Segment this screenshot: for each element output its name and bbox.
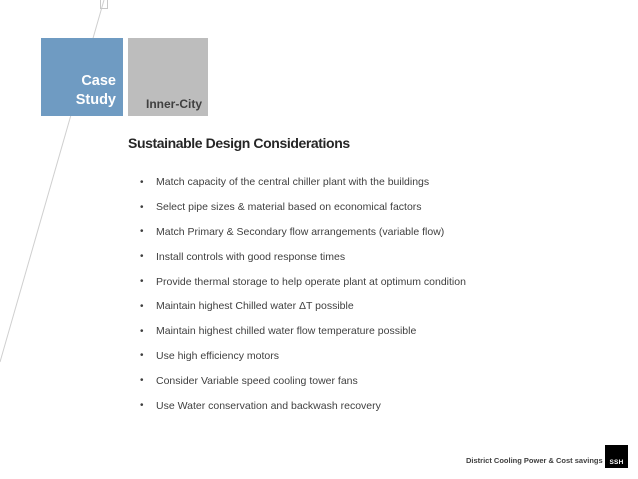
list-item: [140, 244, 466, 269]
company-logo: [605, 445, 628, 468]
bullet-icon: •: [140, 350, 144, 362]
list-item-text: Match capacity of the central chiller plant with the buildings: [156, 176, 430, 189]
company-logo-text: SSH: [609, 459, 624, 466]
list-item: [140, 220, 466, 245]
list-item-text: Install controls with good response times: [156, 250, 346, 263]
bullet-icon: •: [140, 251, 144, 263]
case-study-label-line2: Study: [75, 92, 116, 108]
list-item-text: Consider Variable speed cooling tower fans: [156, 374, 358, 387]
list-item: [140, 393, 466, 418]
case-study-tile: [41, 38, 123, 116]
list-item: [140, 195, 466, 220]
list-item: [140, 294, 466, 319]
bullet-icon: •: [140, 400, 144, 412]
list-item: [140, 344, 466, 369]
page-marker-icon: [100, 0, 108, 9]
list-item: [140, 170, 466, 195]
list-item: [140, 368, 466, 393]
location-tile: [128, 38, 208, 116]
bullet-icon: •: [140, 201, 144, 213]
footer-caption: District Cooling Power & Cost savings: [466, 456, 603, 465]
bullet-icon: •: [140, 226, 144, 238]
list-item-text: Match Primary & Secondary flow arrangements (variable flow): [156, 225, 445, 238]
bullet-icon: •: [140, 176, 144, 188]
section-title: Sustainable Design Considerations: [128, 135, 350, 151]
list-item-text: Provide thermal storage to help operate plant at optimum condition: [156, 275, 466, 288]
case-study-label-line1: Case: [81, 73, 116, 89]
list-item: [140, 319, 466, 344]
bullet-icon: •: [140, 300, 144, 312]
location-label: Inner-City: [145, 97, 202, 111]
bullet-icon: •: [140, 325, 144, 337]
list-item-text: Maintain highest Chilled water ΔT possible: [156, 300, 354, 313]
list-item-text: Use Water conservation and backwash recovery: [156, 399, 381, 412]
bullet-icon: •: [140, 375, 144, 387]
list-item-text: Select pipe sizes & material based on economical factors: [156, 201, 422, 214]
bullet-icon: •: [140, 276, 144, 288]
list-item-text: Maintain highest chilled water flow temperature possible: [156, 325, 417, 338]
considerations-list: [140, 170, 466, 418]
list-item-text: Use high efficiency motors: [156, 349, 279, 362]
list-item: [140, 269, 466, 294]
